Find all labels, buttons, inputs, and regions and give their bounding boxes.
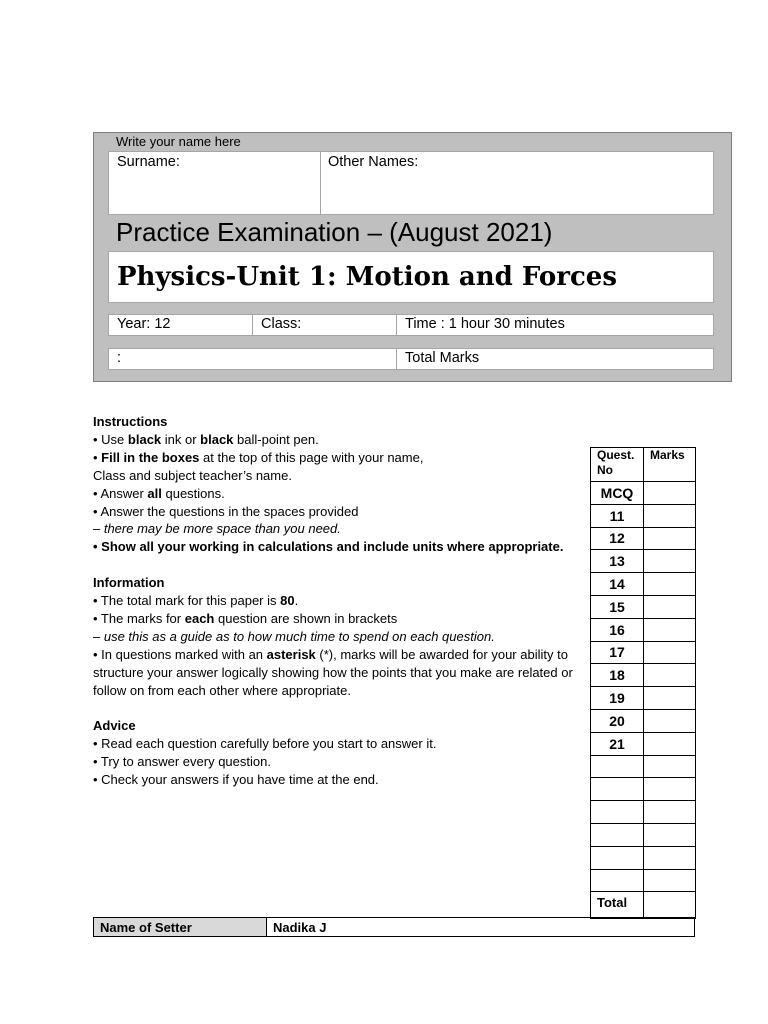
table-row: [591, 664, 696, 687]
table-row: [591, 573, 696, 596]
question-column-header: Quest. No: [591, 448, 644, 482]
marks-entry-cell[interactable]: [644, 732, 696, 755]
marks-column-header: Marks: [644, 448, 696, 482]
marks-table: [590, 447, 696, 919]
marks-entry-cell[interactable]: [644, 778, 696, 801]
marks-entry-cell[interactable]: [644, 595, 696, 618]
name-row: [108, 151, 714, 215]
exam-title: Practice Examination – (August 2021): [116, 217, 553, 247]
question-number-cell: 14: [591, 573, 644, 596]
table-row: [591, 823, 696, 846]
surname-label: Surname:: [117, 154, 180, 170]
total-marks-label: Total Marks: [405, 350, 480, 366]
instructions-block: [93, 413, 573, 789]
marks-entry-cell[interactable]: [644, 504, 696, 527]
setter-table: [93, 917, 695, 937]
marks-entry-cell[interactable]: [644, 755, 696, 778]
marks-entry-cell[interactable]: [644, 801, 696, 824]
question-number-cell: 17: [591, 641, 644, 664]
question-number-cell: 20: [591, 709, 644, 732]
question-number-cell: [591, 755, 644, 778]
marks-table-header: [591, 448, 696, 482]
advice-heading: Advice: [93, 718, 136, 734]
information-item: – use this as a guide as to how much time to spend on each question.: [93, 628, 495, 644]
table-row: [591, 801, 696, 824]
table-row: [591, 778, 696, 801]
table-row: [591, 687, 696, 710]
marks-entry-cell[interactable]: [644, 482, 696, 505]
question-number-cell: 18: [591, 664, 644, 687]
time-label: Time : 1 hour 30 minutes: [405, 316, 565, 332]
information-item: • In questions marked with an asterisk (*), marks will be awarded for your ability to structure your answer logically showing how the points that you make are related or follow on from each other where appropriate.: [93, 646, 573, 698]
other-names-label: Other Names:: [328, 154, 419, 170]
total-row: [591, 892, 696, 919]
question-number-cell: [591, 823, 644, 846]
table-row: [591, 732, 696, 755]
total-marks-entry[interactable]: [644, 892, 696, 919]
instruction-item: Class and subject teacher’s name.: [93, 467, 292, 483]
class-field[interactable]: Class:: [253, 315, 397, 335]
marks-entry-cell[interactable]: [644, 664, 696, 687]
table-row: [591, 618, 696, 641]
advice-item: • Read each question carefully before you start to answer it.: [93, 736, 437, 752]
marks-entry-cell[interactable]: [644, 869, 696, 892]
instruction-item: • Answer all questions.: [93, 485, 225, 501]
marks-entry-cell[interactable]: [644, 823, 696, 846]
question-number-cell: 13: [591, 550, 644, 573]
question-number-cell: 21: [591, 732, 644, 755]
table-row: [591, 641, 696, 664]
marks-entry-cell[interactable]: [644, 618, 696, 641]
instruction-item: • Use black ink or black ball-point pen.: [93, 431, 319, 447]
instruction-item: • Show all your working in calculations and include units where appropriate.: [93, 539, 564, 555]
instructions-heading: Instructions: [93, 414, 168, 429]
setter-name: Nadika J: [267, 918, 695, 937]
table-row: [591, 755, 696, 778]
question-number-cell: [591, 778, 644, 801]
question-number-cell: [591, 801, 644, 824]
question-number-cell: MCQ: [591, 482, 644, 505]
marks-entry-cell[interactable]: [644, 709, 696, 732]
question-number-cell: [591, 869, 644, 892]
marks-entry-cell[interactable]: [644, 641, 696, 664]
question-number-cell: 12: [591, 527, 644, 550]
information-heading: Information: [93, 575, 165, 591]
marks-row: [108, 348, 714, 370]
question-number-cell: 19: [591, 687, 644, 710]
table-row: [591, 504, 696, 527]
other-names-field[interactable]: [321, 152, 713, 214]
marks-entry-cell[interactable]: [644, 846, 696, 869]
surname-field[interactable]: [109, 152, 321, 214]
table-row: [591, 550, 696, 573]
marks-entry-cell[interactable]: [644, 573, 696, 596]
instruction-item: • Fill in the boxes at the top of this page with your name,: [93, 449, 424, 465]
table-row: [591, 482, 696, 505]
table-row: [591, 527, 696, 550]
total-label: Total: [591, 892, 644, 919]
marks-entry-cell[interactable]: [644, 550, 696, 573]
colon-field[interactable]: :: [109, 349, 397, 369]
instruction-item: – there may be more space than you need.: [93, 521, 341, 537]
advice-item: • Check your answers if you have time at the end.: [93, 772, 379, 788]
question-number-cell: 16: [591, 618, 644, 641]
year-label: Year: 12: [109, 315, 253, 335]
information-item: • The marks for each question are shown in brackets: [93, 610, 398, 626]
marks-entry-cell[interactable]: [644, 527, 696, 550]
info-row: [108, 314, 714, 336]
setter-label: Name of Setter: [94, 918, 267, 937]
question-number-cell: 11: [591, 504, 644, 527]
table-row: [591, 869, 696, 892]
information-item: • The total mark for this paper is 80.: [93, 593, 299, 609]
marks-entry-cell[interactable]: [644, 687, 696, 710]
question-number-cell: [591, 846, 644, 869]
table-row: [591, 595, 696, 618]
table-row: [591, 709, 696, 732]
write-name-label: Write your name here: [116, 134, 241, 149]
question-number-cell: 15: [591, 595, 644, 618]
exam-header: [93, 132, 732, 382]
instruction-item: • Answer the questions in the spaces provided: [93, 503, 359, 519]
subject-title: Physics-Unit 1: Motion and Forces: [108, 251, 714, 303]
advice-item: • Try to answer every question.: [93, 754, 271, 770]
table-row: [591, 846, 696, 869]
